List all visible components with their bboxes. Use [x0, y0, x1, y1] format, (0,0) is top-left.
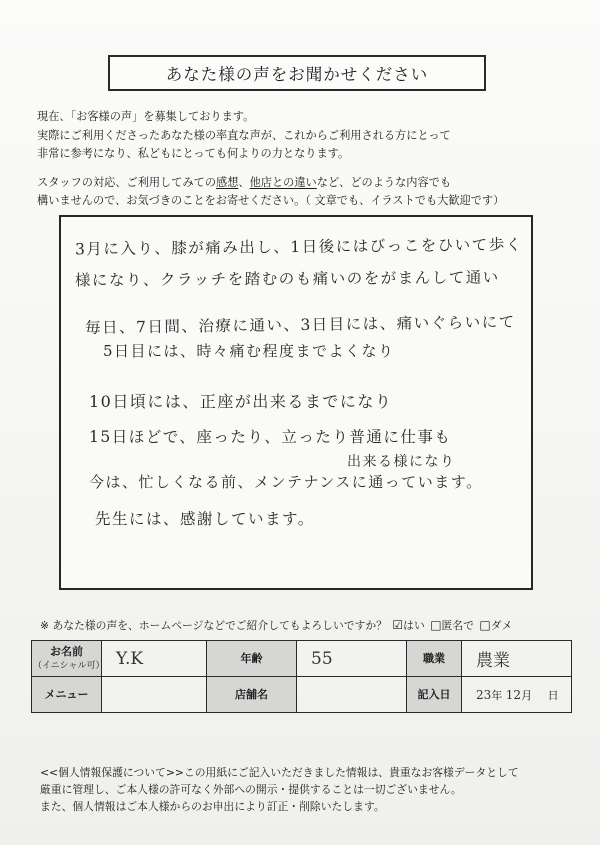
table-row: [32, 641, 572, 677]
underlined-difference: 他店との違い: [249, 175, 317, 189]
intro-text-part: スタッフの対応、ご利用してみての: [37, 175, 217, 189]
intro-text-part: 、: [238, 175, 250, 189]
date-label: 記入日: [407, 677, 462, 713]
occupation-field[interactable]: 農業: [462, 641, 572, 677]
privacy-line: <<個人情報保護について>>この用紙にご記入いただきました情報は、貴重なお客様データとして: [40, 766, 519, 779]
name-sub-label: （イニシャル可）: [33, 660, 105, 671]
intro-line: 現在、「お客様の声」を募集しております。: [37, 110, 255, 123]
store-field[interactable]: [297, 677, 407, 713]
store-label: 店舗名: [207, 677, 297, 713]
no-checkbox[interactable]: □: [479, 618, 491, 632]
intro-line: 構いませんので、お気づきのことをお寄せください。（ 文章でも、イラストでも大歓迎です）: [37, 194, 505, 207]
handwritten-line: 今は、忙しくなる前、メンテナンスに通っています。: [89, 473, 483, 491]
handwritten-line: 3月に入り、膝が痛み出し、1日後にはびっこをひいて歩く: [74, 235, 523, 259]
handwritten-line: 先生には、感謝しています。: [95, 510, 315, 528]
no-option-label: ダメ: [490, 619, 513, 632]
page-title: あなた様の声をお聞かせください: [108, 55, 486, 91]
handwritten-line: 15日ほどで、座ったり、立ったり普通に仕事も: [89, 428, 452, 446]
privacy-line: また、個人情報はご本人様からのお申出により訂正・削除いたします。: [40, 800, 385, 813]
date-field[interactable]: [462, 677, 572, 713]
intro-line: [37, 174, 577, 193]
menu-field[interactable]: [102, 677, 207, 713]
age-field[interactable]: 55: [297, 641, 407, 677]
name-label: [32, 641, 105, 677]
date-month: 12: [505, 687, 522, 702]
age-label: 年齢: [207, 641, 297, 677]
intro-text: [37, 108, 577, 211]
handwritten-line: 毎日、7日間、治療に通い、3日目には、痛いぐらいにて: [84, 312, 516, 338]
handwritten-line: 様になり、クラッチを踏むのも痛いのをがまんして通い: [74, 268, 500, 290]
date-year: 23: [476, 687, 492, 702]
underlined-impression: 感想: [216, 175, 239, 189]
menu-label: メニュー: [32, 677, 102, 713]
anonymous-checkbox[interactable]: □: [430, 618, 442, 632]
name-field[interactable]: Y.K: [102, 641, 207, 677]
yes-checkbox[interactable]: ☑: [392, 618, 404, 632]
intro-line: 実際にご利用くださったあなた様の率直な声が、これからご利用される方にとって: [37, 128, 451, 142]
privacy-notice: [40, 764, 580, 815]
publish-permission: [40, 618, 585, 633]
anonymous-option-label: 匿名で: [441, 619, 474, 632]
table-row: [32, 677, 572, 713]
name-label-text: お名前: [50, 644, 83, 658]
privacy-line: 厳重に管理し、ご本人様の許可なく外部への開示・提供することは一切ございません。: [40, 783, 462, 796]
intro-line: 非常に参考になり、私どもにとっても何よりの力となります。: [37, 147, 350, 160]
occupation-label: 職業: [407, 641, 462, 677]
handwritten-line: 5日目には、時々痛む程度までよくなり: [103, 342, 395, 360]
yes-option-label: はい: [403, 619, 425, 632]
date-year-unit: 年: [491, 688, 503, 702]
handwritten-line: 出来る様になり: [347, 454, 456, 470]
handwritten-line: 10日頃には、正座が出来るまでになり: [89, 392, 393, 411]
permission-question: ※ あなた様の声を、ホームページなどでご紹介してもよろしいですか？: [40, 619, 387, 632]
customer-info-table: [31, 640, 572, 713]
intro-text-part: など、どのような内容でも: [316, 175, 452, 189]
date-month-unit: 月: [521, 688, 533, 702]
date-day-unit: 日: [547, 688, 559, 702]
handwritten-comment-box: [59, 215, 533, 590]
